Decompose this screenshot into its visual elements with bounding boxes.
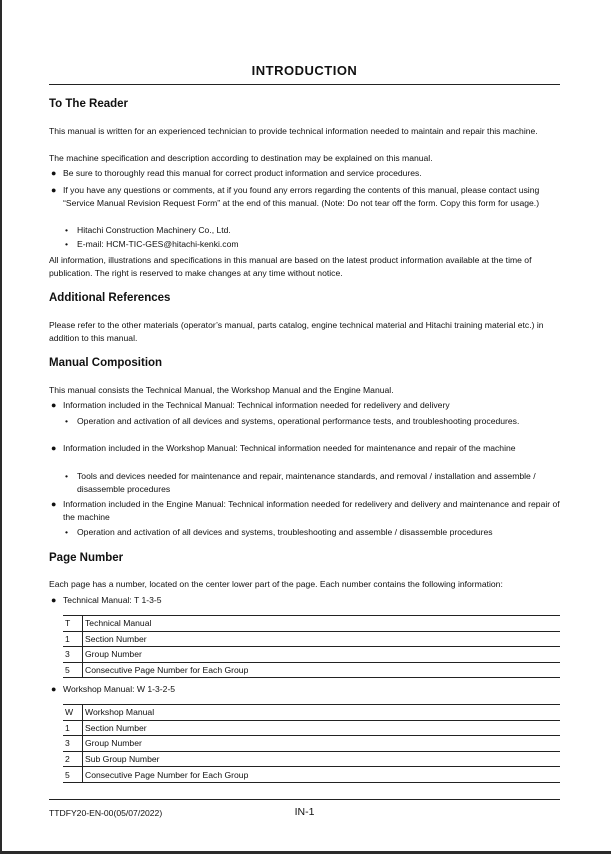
table-cell-key: W	[63, 705, 83, 721]
page-number-bullet-technical: ● Technical Manual: T 1-3-5	[51, 595, 162, 605]
table-row	[63, 616, 560, 632]
table-row	[63, 720, 560, 736]
table-cell-value: Workshop Manual	[83, 705, 561, 721]
reader-paragraph-3: All information, illustrations and specifications in this manual are based on the latest product information available at the time of publication. The right is reserved to make changes at any time without notice.	[49, 255, 532, 278]
bullet-icon: ●	[51, 400, 57, 410]
reader-bullet-1: ● Be sure to thoroughly read this manual for correct product information and service procedures.	[51, 168, 422, 178]
table-cell-key: 2	[63, 751, 83, 767]
composition-bullet-technical: ● Information included in the Technical Manual: Technical information needed for redelivery and delivery	[51, 400, 450, 410]
table-cell-key: T	[63, 616, 83, 632]
table-row	[63, 647, 560, 663]
bullet-icon: ●	[51, 185, 57, 195]
sub-bullet-icon: •	[65, 416, 69, 426]
table-cell-value: Technical Manual	[83, 616, 561, 632]
page-number-paragraph: Each page has a number, located on the center lower part of the page. Each number contains the following information:	[49, 579, 503, 589]
page-border-left	[0, 0, 2, 854]
page-number-bullet-workshop: ● Workshop Manual: W 1-3-2-5	[51, 684, 176, 694]
table-cell-value: Section Number	[83, 720, 561, 736]
table-cell-value: Section Number	[83, 631, 561, 647]
table-row	[63, 767, 560, 783]
technical-page-number-table	[63, 615, 560, 678]
composition-paragraph: This manual consists the Technical Manual, the Workshop Manual and the Engine Manual.	[49, 385, 394, 395]
bullet-icon: ●	[51, 168, 57, 178]
reader-paragraph-1: This manual is written for an experienced technician to provide technical information needed to maintain and repair this machine.	[49, 126, 538, 136]
table-row	[63, 631, 560, 647]
table-cell-value: Group Number	[83, 647, 561, 663]
table-cell-value: Consecutive Page Number for Each Group	[83, 767, 561, 783]
section-heading-page-number: Page Number	[49, 552, 124, 564]
reader-paragraph-2: The machine specification and description according to destination may be explained on this manual.	[49, 153, 433, 163]
sub-bullet-icon: •	[65, 527, 69, 537]
additional-paragraph: Please refer to the other materials (operator’s manual, parts catalog, engine technical material and Hitachi training material etc.) in addition to this manual.	[49, 320, 544, 343]
bullet-icon: ●	[51, 443, 57, 453]
composition-sub-engine: • Operation and activation of all devices and systems, troubleshooting and assemble / disassemble procedures	[65, 527, 493, 537]
reader-sub-bullet-email: • E-mail: HCM-TIC-GES@hitachi-kenki.com	[65, 239, 239, 249]
page-title: INTRODUCTION	[251, 63, 358, 78]
footer-divider	[49, 799, 560, 800]
table-row	[63, 751, 560, 767]
table-cell-key: 1	[63, 631, 83, 647]
footer-document-code: TTDFY20-EN-00(05/07/2022)	[49, 808, 163, 818]
table-row	[63, 736, 560, 752]
bullet-icon: ●	[51, 595, 57, 605]
table-cell-value: Group Number	[83, 736, 561, 752]
table-cell-key: 5	[63, 662, 83, 678]
table-row	[63, 662, 560, 678]
sub-bullet-icon: •	[65, 239, 69, 249]
workshop-page-number-table	[63, 704, 560, 783]
table-cell-key: 3	[63, 736, 83, 752]
section-heading-additional: Additional References	[49, 292, 171, 304]
title-divider	[49, 84, 560, 85]
footer-page-number: IN-1	[294, 806, 315, 818]
bullet-icon: ●	[51, 499, 57, 509]
section-heading-composition: Manual Composition	[49, 357, 163, 369]
table-cell-key: 5	[63, 767, 83, 783]
sub-bullet-icon: •	[65, 225, 69, 235]
composition-sub-technical: • Operation and activation of all devices and systems, operational performance tests, and troubleshooting procedures.	[65, 416, 520, 426]
table-cell-value: Sub Group Number	[83, 751, 561, 767]
composition-sub-workshop: • Tools and devices needed for maintenance and repair, maintenance standards, and removal / installation and assemble / disassemble procedures	[65, 471, 536, 494]
table-cell-key: 3	[63, 647, 83, 663]
composition-bullet-engine: ● Information included in the Engine Manual: Technical information needed for redelivery and delivery and maintenance and repair of the machine	[51, 499, 560, 522]
table-row	[63, 705, 560, 721]
reader-bullet-2: ● If you have any questions or comments, at if you found any errors regarding the contents of this manual, please contact using “Service Manual Revision Request Form” at the end of this manual. (Note: Do not tear off the form. Copy this form for usage.)	[51, 185, 540, 208]
bullet-icon: ●	[51, 684, 57, 694]
reader-sub-bullet-company: • Hitachi Construction Machinery Co., Ltd.	[65, 225, 231, 235]
composition-bullet-workshop: ● Information included in the Workshop Manual: Technical information needed for maintenance and repair of the machine	[51, 443, 516, 453]
sub-bullet-icon: •	[65, 471, 69, 481]
table-cell-key: 1	[63, 720, 83, 736]
section-heading-reader: To The Reader	[49, 98, 129, 110]
table-cell-value: Consecutive Page Number for Each Group	[83, 662, 561, 678]
